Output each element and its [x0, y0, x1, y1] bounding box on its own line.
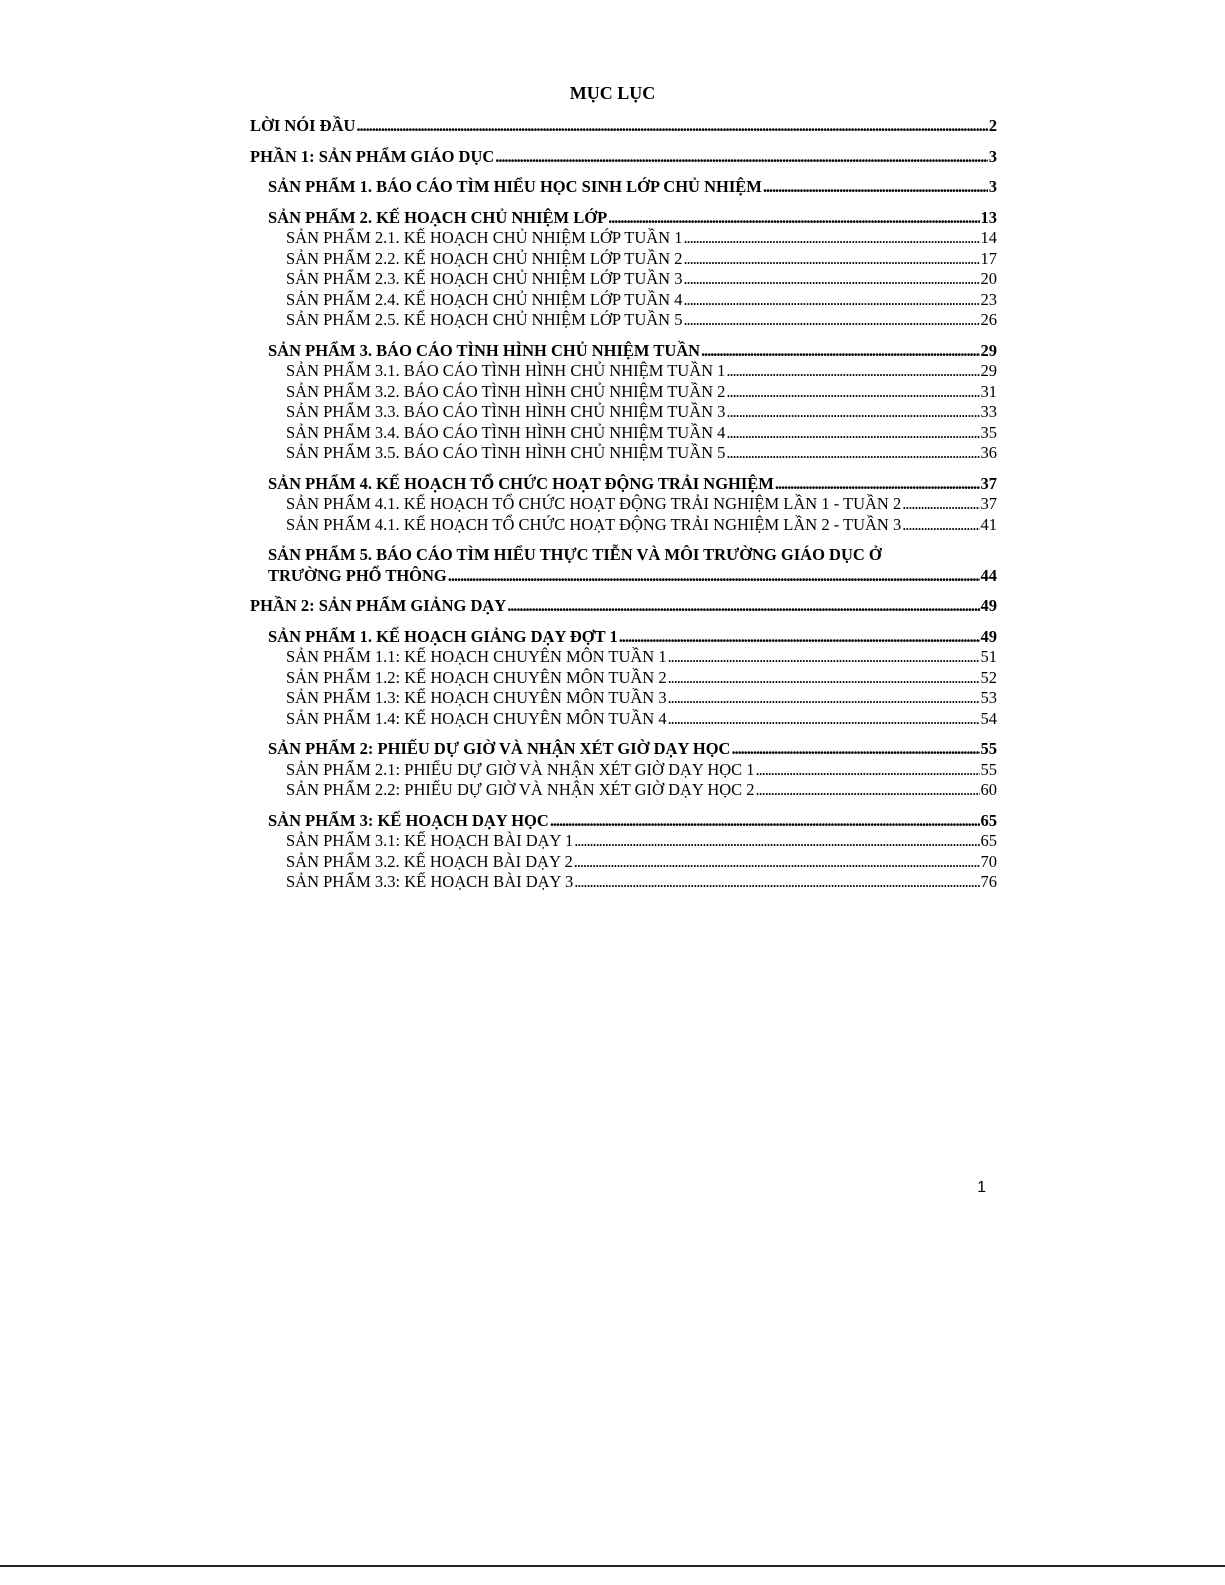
toc-entry-page: 49: [980, 626, 997, 646]
table-of-contents: [250, 116, 997, 893]
dot-leader: [763, 177, 988, 198]
toc-entry-label: SẢN PHẨM 3.1. BÁO CÁO TÌNH HÌNH CHỦ NHIỆM TUẦN 1: [286, 361, 726, 380]
toc-entry[interactable]: [250, 402, 997, 423]
toc-entry-label: SẢN PHẨM 1. BÁO CÁO TÌM HIỂU HỌC SINH LỚP CHỦ NHIỆM: [268, 177, 762, 196]
toc-entry-page: 37: [980, 473, 997, 493]
toc-entry[interactable]: [250, 852, 997, 873]
dot-leader: [574, 872, 979, 893]
dot-leader: [495, 147, 987, 168]
toc-entry-label: SẢN PHẨM 1.2: KẾ HOẠCH CHUYÊN MÔN TUẦN 2: [286, 667, 667, 687]
toc-entry-label: SẢN PHẨM 2.5. KẾ HOẠCH CHỦ NHIỆM LỚP TUẦN 5: [286, 310, 683, 329]
dot-leader: [683, 290, 979, 311]
toc-entry[interactable]: [250, 341, 997, 362]
toc-entry-page: 70: [980, 851, 997, 871]
toc-entry-label: TRƯỜNG PHỔ THÔNG: [268, 565, 447, 585]
toc-entry[interactable]: [250, 494, 997, 515]
dot-leader: [683, 269, 979, 290]
toc-entry-page: 3: [988, 146, 997, 166]
toc-entry-page: 55: [980, 759, 997, 779]
dot-leader: [668, 647, 980, 668]
toc-entry-page: 52: [980, 667, 997, 687]
toc-entry-label: SẢN PHẨM 1.1: KẾ HOẠCH CHUYÊN MÔN TUẦN 1: [286, 647, 667, 666]
toc-entry-page: 13: [980, 207, 997, 227]
toc-entry[interactable]: [250, 290, 997, 311]
dot-leader: [507, 596, 979, 617]
toc-entry-page: 14: [980, 228, 997, 247]
toc-entry[interactable]: [250, 760, 997, 781]
toc-entry-page: 76: [980, 872, 997, 891]
toc-entry-label: SẢN PHẨM 2.1. KẾ HOẠCH CHỦ NHIỆM LỚP TUẦN 1: [286, 228, 683, 247]
toc-entry-label: PHẦN 2: SẢN PHẨM GIẢNG DẠY: [250, 596, 507, 615]
toc-entry-label: SẢN PHẨM 3.4. BÁO CÁO TÌNH HÌNH CHỦ NHIỆM TUẦN 4: [286, 422, 726, 442]
dot-leader: [701, 341, 979, 362]
dot-leader: [668, 688, 980, 709]
toc-entry-page: 55: [980, 739, 997, 758]
toc-entry[interactable]: [250, 872, 997, 893]
toc-entry[interactable]: [250, 228, 997, 249]
toc-entry-page: 26: [980, 310, 997, 329]
dot-leader: [668, 668, 980, 689]
dot-leader: [448, 566, 980, 587]
dot-leader: [550, 811, 980, 832]
dot-leader: [683, 249, 979, 270]
toc-entry[interactable]: [250, 831, 997, 852]
dot-leader: [756, 780, 980, 801]
toc-entry[interactable]: [250, 310, 997, 331]
toc-entry-page: 54: [980, 708, 997, 728]
toc-entry-label: LỜI NÓI ĐẦU: [250, 116, 356, 135]
toc-entry-page: 36: [980, 443, 997, 462]
toc-entry-label: SẢN PHẨM 2.2: PHIẾU DỰ GIỜ VÀ NHẬN XÉT GIỜ DẠY HỌC 2: [286, 780, 755, 799]
dot-leader: [902, 515, 979, 536]
toc-entry-page: 51: [980, 647, 997, 666]
toc-entry[interactable]: [250, 147, 997, 168]
toc-entry[interactable]: [250, 811, 997, 832]
toc-entry-label-line: SẢN PHẨM 5. BÁO CÁO TÌM HIỂU THỰC TIỄN VÀ MÔI TRƯỜNG GIÁO DỤC Ở: [268, 545, 882, 564]
toc-title: MỤC LỤC: [569, 83, 656, 103]
toc-entry-page: 31: [980, 381, 997, 401]
toc-entry[interactable]: [250, 596, 997, 617]
toc-entry-page: 29: [980, 340, 997, 360]
toc-entry[interactable]: [250, 423, 997, 444]
toc-entry[interactable]: [250, 515, 997, 536]
toc-entry-page: 2: [988, 116, 997, 135]
toc-entry-label: SẢN PHẨM 1.3: KẾ HOẠCH CHUYÊN MÔN TUẦN 3: [286, 688, 667, 707]
toc-entry-page: 35: [980, 422, 997, 442]
toc-entry[interactable]: [250, 177, 997, 198]
toc-entry-label: SẢN PHẨM 1.4: KẾ HOẠCH CHUYÊN MÔN TUẦN 4: [286, 708, 667, 728]
toc-entry[interactable]: [250, 208, 997, 229]
toc-entry-page: 41: [980, 514, 997, 534]
toc-entry-label: SẢN PHẨM 4. KẾ HOẠCH TỔ CHỨC HOẠT ĐỘNG TRẢI NGHIỆM: [268, 473, 774, 493]
toc-entry-page: 37: [980, 494, 997, 513]
toc-entry-label: SẢN PHẨM 2.3. KẾ HOẠCH CHỦ NHIỆM LỚP TUẦN 3: [286, 269, 683, 288]
dot-leader: [726, 443, 979, 464]
toc-entry-label: SẢN PHẨM 3. BÁO CÁO TÌNH HÌNH CHỦ NHIỆM TUẦN: [268, 340, 701, 360]
toc-entry-page: 17: [980, 248, 997, 268]
toc-entry-label: SẢN PHẨM 3: KẾ HOẠCH DẠY HỌC: [268, 810, 549, 830]
toc-entry-page: 3: [988, 177, 997, 196]
toc-entry-label: SẢN PHẨM 4.1. KẾ HOẠCH TỔ CHỨC HOẠT ĐỘNG TRẢI NGHIỆM LẦN 2 - TUẦN 3: [286, 514, 902, 534]
toc-entry-page: 29: [980, 361, 997, 380]
dot-leader: [902, 494, 979, 515]
dot-leader: [574, 852, 980, 873]
toc-entry-page: 49: [980, 596, 997, 615]
toc-entry-label: SẢN PHẨM 3.5. BÁO CÁO TÌNH HÌNH CHỦ NHIỆM TUẦN 5: [286, 443, 726, 462]
page-number: 1: [977, 1179, 986, 1196]
toc-entry-label: SẢN PHẨM 3.1: KẾ HOẠCH BÀI DẠY 1: [286, 831, 574, 850]
toc-entry[interactable]: [250, 566, 997, 587]
toc-entry[interactable]: [250, 709, 997, 730]
toc-entry[interactable]: [250, 474, 997, 495]
toc-entry-page: 65: [980, 810, 997, 830]
toc-entry-label: SẢN PHẨM 2.2. KẾ HOẠCH CHỦ NHIỆM LỚP TUẦN 2: [286, 248, 683, 268]
toc-entry-page: 65: [980, 831, 997, 850]
dot-leader: [726, 361, 979, 382]
dot-leader: [756, 760, 980, 781]
dot-leader: [574, 831, 979, 852]
dot-leader: [731, 739, 979, 760]
dot-leader: [356, 116, 987, 137]
dot-leader: [668, 709, 980, 730]
toc-entry[interactable]: [250, 249, 997, 270]
dot-leader: [683, 228, 979, 249]
toc-entry[interactable]: [250, 688, 997, 709]
dot-leader: [726, 423, 979, 444]
toc-entry[interactable]: [250, 627, 997, 648]
toc-entry-page: 53: [980, 688, 997, 707]
toc-entry[interactable]: [250, 647, 997, 668]
toc-entry-label: SẢN PHẨM 2: PHIẾU DỰ GIỜ VÀ NHẬN XÉT GIỜ DẠY HỌC: [268, 739, 731, 758]
dot-leader: [608, 208, 979, 229]
toc-entry-label: SẢN PHẨM 2. KẾ HOẠCH CHỦ NHIỆM LỚP: [268, 207, 608, 227]
toc-entry-label: SẢN PHẨM 4.1. KẾ HOẠCH TỔ CHỨC HOẠT ĐỘNG TRẢI NGHIỆM LẦN 1 - TUẦN 2: [286, 494, 902, 513]
toc-entry-label: SẢN PHẨM 2.1: PHIẾU DỰ GIỜ VÀ NHẬN XÉT GIỜ DẠY HỌC 1: [286, 759, 755, 779]
dot-leader: [775, 474, 980, 495]
toc-entry[interactable]: [250, 361, 997, 382]
toc-entry-page: 60: [980, 780, 997, 799]
toc-entry[interactable]: [250, 116, 997, 137]
dot-leader: [726, 402, 979, 423]
dot-leader: [726, 382, 979, 403]
toc-entry-label: SẢN PHẨM 3.2. KẾ HOẠCH BÀI DẠY 2: [286, 851, 573, 871]
toc-entry[interactable]: [250, 739, 997, 760]
toc-entry-label: SẢN PHẨM 3.3: KẾ HOẠCH BÀI DẠY 3: [286, 872, 574, 891]
toc-entry-page: 20: [980, 269, 997, 288]
toc-entry-page: 33: [980, 402, 997, 421]
dot-leader: [619, 627, 980, 648]
toc-entry-page: 23: [980, 289, 997, 309]
toc-entry-label: SẢN PHẨM 1. KẾ HOẠCH GIẢNG DẠY ĐỢT 1: [268, 626, 618, 646]
toc-entry-label: SẢN PHẨM 3.2. BÁO CÁO TÌNH HÌNH CHỦ NHIỆM TUẦN 2: [286, 381, 726, 401]
toc-entry-page: 44: [980, 565, 997, 585]
toc-entry-label: SẢN PHẨM 3.3. BÁO CÁO TÌNH HÌNH CHỦ NHIỆM TUẦN 3: [286, 402, 726, 421]
toc-entry[interactable]: [250, 269, 997, 290]
toc-entry[interactable]: [250, 780, 997, 801]
toc-entry[interactable]: [250, 668, 997, 689]
toc-entry[interactable]: [250, 443, 997, 464]
toc-entry-label: PHẦN 1: SẢN PHẨM GIÁO DỤC: [250, 146, 495, 166]
toc-entry-label: SẢN PHẨM 2.4. KẾ HOẠCH CHỦ NHIỆM LỚP TUẦN 4: [286, 289, 683, 309]
bottom-rule: [0, 1565, 1225, 1567]
dot-leader: [683, 310, 979, 331]
toc-entry[interactable]: [250, 382, 997, 403]
